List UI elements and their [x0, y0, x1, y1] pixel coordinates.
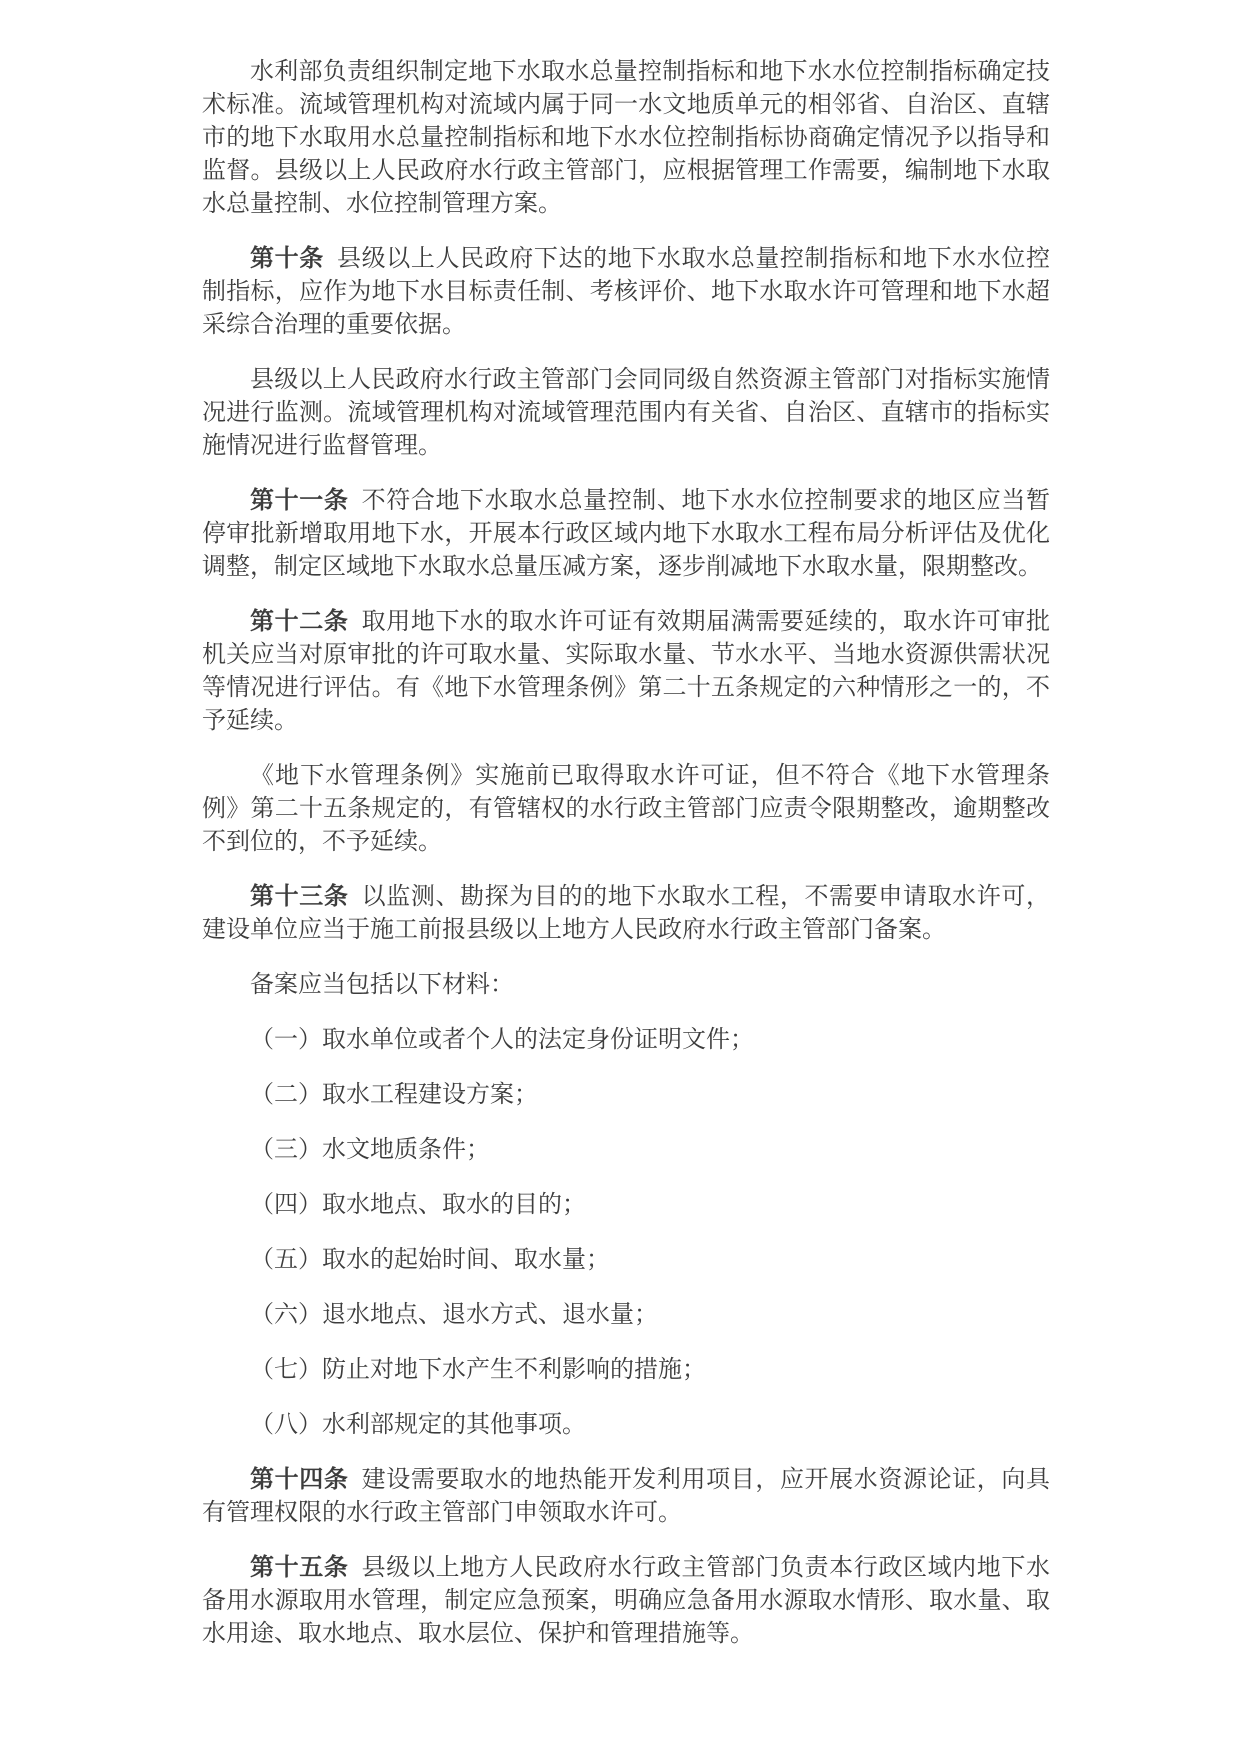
paragraph-text: （八）水利部规定的其他事项。 [250, 1412, 586, 1438]
paragraph-text: （一）取水单位或者个人的法定身份证明文件； [250, 1027, 754, 1053]
paragraph [202, 1299, 1050, 1332]
paragraph [202, 1354, 1050, 1387]
paragraph-text: （五）取水的起始时间、取水量； [250, 1247, 610, 1273]
article-number: 第十四条 [250, 1467, 349, 1493]
paragraph-text: 建设需要取水的地热能开发利用项目，应开展水资源论证，向具有管理权限的水行政主管部门申领取水许可。 [202, 1467, 1051, 1526]
paragraph-text: 县级以上地方人民政府水行政主管部门负责本行政区域内地下水备用水源取用水管理，制定应急预案，明确应急备用水源取水情形、取水量、取水用途、取水地点、取水层位、保护和管理措施等。 [202, 1555, 1051, 1647]
paragraph-text: 县级以上人民政府水行政主管部门会同同级自然资源主管部门对指标实施情况进行监测。流域管理机构对流域管理范围内有关省、自治区、直辖市的指标实施情况进行监督管理。 [202, 367, 1050, 459]
paragraph-text: （六）退水地点、退水方式、退水量； [250, 1302, 658, 1328]
article-number: 第十一条 [250, 488, 349, 514]
paragraph [202, 760, 1050, 859]
paragraph-text: 水利部负责组织制定地下水取水总量控制指标和地下水水位控制指标确定技术标准。流域管理机构对流域内属于同一水文地质单元的相邻省、自治区、直辖市的地下水取用水总量控制指标和地下水水位控制指标协商确定情况予以指导和监督。县级以上人民政府水行政主管部门，应根据管理工作需要，编制地下水取水总量控制、水位控制管理方案。 [202, 59, 1050, 217]
paragraph [202, 1079, 1050, 1112]
article-number: 第十条 [250, 246, 324, 272]
paragraph [202, 1409, 1050, 1442]
paragraph [202, 1024, 1050, 1057]
paragraph-text: 不符合地下水取水总量控制、地下水水位控制要求的地区应当暂停审批新增取用地下水，开展本行政区域内地下水取水工程布局分析评估及优化调整，制定区域地下水取水总量压减方案，逐步削减地下水取水量，限期整改。 [202, 488, 1051, 580]
paragraph-text: （七）防止对地下水产生不利影响的措施； [250, 1357, 706, 1383]
paragraph [202, 1552, 1050, 1651]
document-page [202, 56, 1050, 1673]
paragraph [202, 364, 1050, 463]
paragraph [202, 243, 1050, 342]
paragraph [202, 881, 1050, 947]
paragraph [202, 1134, 1050, 1167]
paragraph-text: 《地下水管理条例》实施前已取得取水许可证，但不符合《地下水管理条例》第二十五条规定的，有管辖权的水行政主管部门应责令限期整改，逾期整改不到位的，不予延续。 [202, 763, 1050, 855]
paragraph-text: 县级以上人民政府下达的地下水取水总量控制指标和地下水水位控制指标，应作为地下水目标责任制、考核评价、地下水取水许可管理和地下水超采综合治理的重要依据。 [202, 246, 1051, 338]
paragraph [202, 56, 1050, 221]
paragraph [202, 606, 1050, 738]
paragraph-text: （二）取水工程建设方案； [250, 1082, 538, 1108]
paragraph-text: 备案应当包括以下材料： [250, 972, 514, 998]
paragraph [202, 969, 1050, 1002]
article-number: 第十五条 [250, 1555, 349, 1581]
paragraph-text: 以监测、勘探为目的的地下水取水工程，不需要申请取水许可，建设单位应当于施工前报县级以上地方人民政府水行政主管部门备案。 [202, 884, 1051, 943]
paragraph [202, 1464, 1050, 1530]
paragraph [202, 485, 1050, 584]
paragraph [202, 1189, 1050, 1222]
document-body [202, 56, 1050, 1651]
paragraph-text: （四）取水地点、取水的目的； [250, 1192, 586, 1218]
paragraph-text: 取用地下水的取水许可证有效期届满需要延续的，取水许可审批机关应当对原审批的许可取水量、实际取水量、节水水平、当地水资源供需状况等情况进行评估。有《地下水管理条例》第二十五条规定的六种情形之一的，不予延续。 [202, 609, 1051, 734]
article-number: 第十二条 [250, 609, 349, 635]
paragraph-text: （三）水文地质条件； [250, 1137, 490, 1163]
article-number: 第十三条 [250, 884, 349, 910]
paragraph [202, 1244, 1050, 1277]
